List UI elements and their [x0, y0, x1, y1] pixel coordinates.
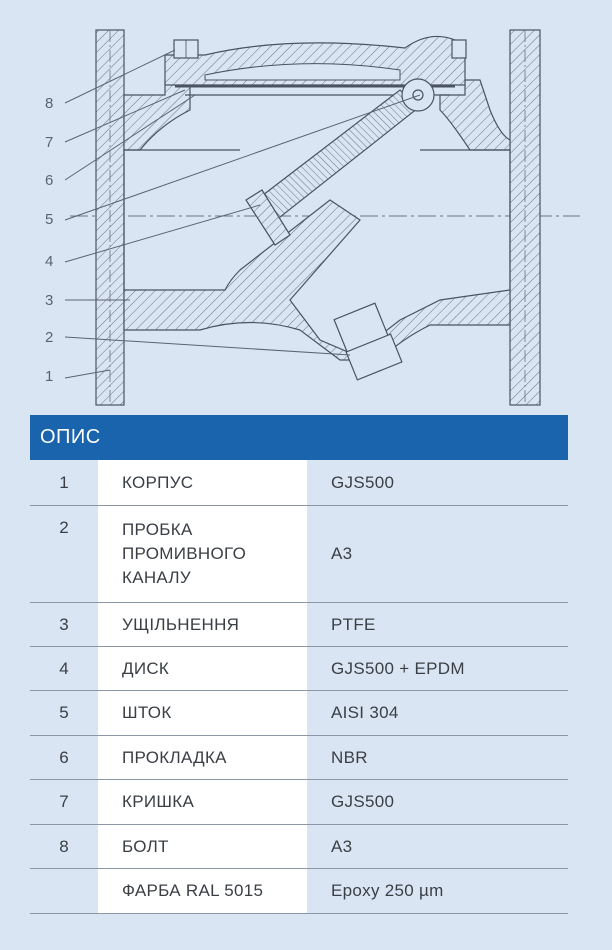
part-name: УЩІЛЬНЕННЯ: [98, 603, 307, 646]
part-material: GJS500: [331, 472, 395, 492]
table-row: [30, 780, 568, 825]
table-row: [30, 691, 568, 736]
lower-body: [124, 200, 510, 360]
callout-6: 6: [45, 172, 54, 189]
row-number: 6: [59, 747, 69, 767]
part-name: БОЛТ: [98, 825, 307, 868]
table-header: ОПИС: [30, 415, 568, 460]
part-name: ШТОК: [98, 691, 307, 735]
part-material: AISI 304: [331, 703, 399, 722]
upper-body-wall-right: [440, 80, 510, 150]
bolt-right: [452, 40, 466, 58]
row-number: 3: [59, 614, 69, 634]
part-material: A3: [331, 836, 353, 856]
callout-3: 3: [45, 292, 54, 309]
part-name: ДИСК: [98, 647, 307, 690]
callout-2: 2: [45, 329, 54, 346]
callout-1: 1: [45, 368, 54, 385]
row-number: 1: [59, 472, 69, 492]
table-row: [30, 460, 568, 506]
callout-4: 4: [45, 253, 54, 270]
spec-table: [30, 415, 568, 914]
part-material: A3: [331, 544, 353, 563]
part-name: ПРОБКА ПРОМИВНОГО КАНАЛУ: [98, 506, 307, 602]
table-row: [30, 603, 568, 647]
part-name: КРИШКА: [98, 780, 307, 824]
callout-7: 7: [45, 134, 54, 151]
row-number: 8: [59, 836, 69, 856]
row-number: 4: [59, 658, 69, 678]
part-name: КОРПУС: [98, 460, 307, 505]
callout-5: 5: [45, 211, 54, 228]
valve-section-drawing: [0, 0, 612, 410]
table-row: [30, 825, 568, 869]
table-row: [30, 647, 568, 691]
table-row: [30, 736, 568, 780]
row-number: [30, 869, 98, 913]
row-number: 2: [59, 518, 69, 537]
callout-8: 8: [45, 95, 54, 112]
part-name: ФАРБА RAL 5015: [98, 869, 307, 913]
part-material: Epoxy 250 µm: [331, 881, 444, 900]
valve-cross-section: [0, 0, 612, 410]
part-material: GJS500: [331, 792, 395, 811]
part-name: ПРОКЛАДКА: [98, 736, 307, 779]
upper-body-wall: [124, 80, 190, 150]
table-row: [30, 506, 568, 603]
part-material: PTFE: [331, 614, 376, 634]
part-material: GJS500 + EPDM: [331, 658, 465, 678]
row-number: 5: [59, 703, 69, 722]
table-row: [30, 869, 568, 914]
part-material: NBR: [331, 747, 368, 767]
row-number: 7: [59, 792, 69, 811]
